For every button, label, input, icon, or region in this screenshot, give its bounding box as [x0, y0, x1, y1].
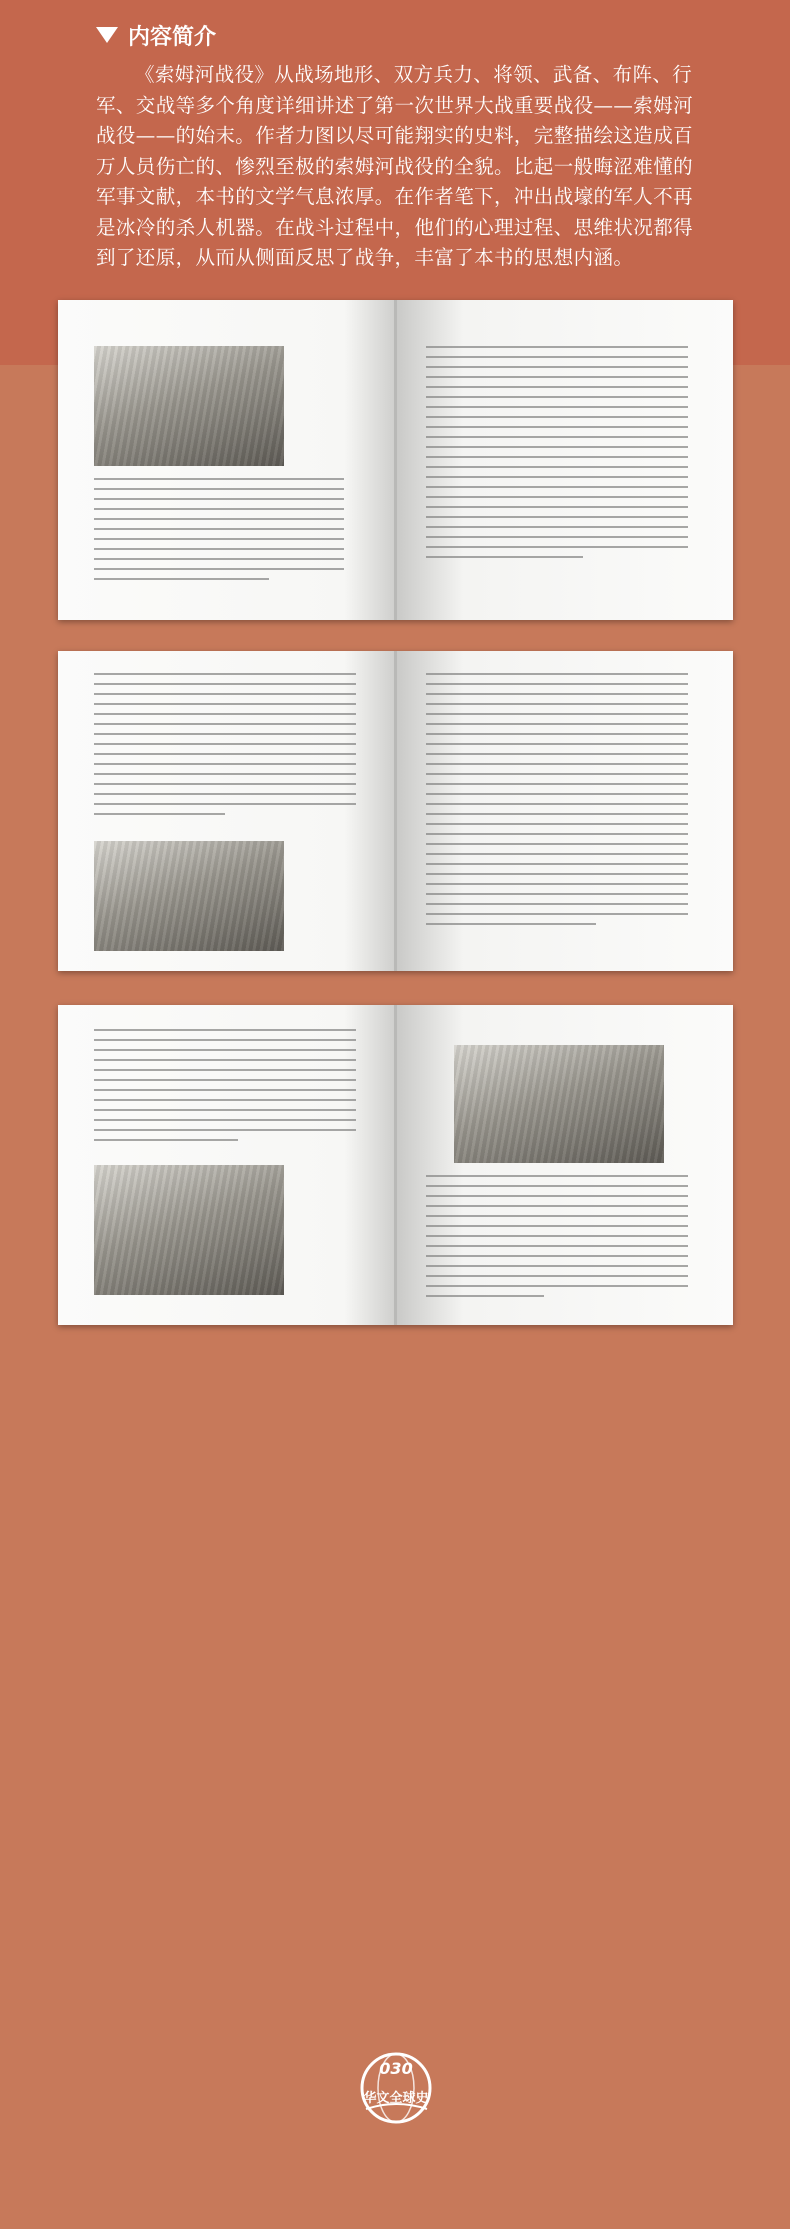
intro-text: 《索姆河战役》从战场地形、双方兵力、将领、武备、布阵、行军、交战等多个角度详细讲述了第一次世界大战重要战役——索姆河战役——的始末。作者力图以尽可能翔实的史料，完整描绘这造成百万人员伤亡的、惨烈至极的索姆河战役的全貌。比起一般晦涩难懂的军事文献，本书的文学气息浓厚。在作者笔下，冲出战壕的军人不再是冰冷的杀人机器。在战斗过程中，他们的心理过程、思维状况都得到了还原，从而从侧面反思了战争，丰富了本书的思想内涵。 [96, 63, 694, 269]
left-page [58, 300, 395, 620]
right-page [396, 1005, 733, 1325]
body-text-block [426, 1175, 688, 1305]
book-fold [394, 1005, 397, 1325]
book-fold [394, 300, 397, 620]
book-spread-1 [58, 300, 733, 620]
body-text-block [426, 673, 688, 933]
left-page [58, 1005, 395, 1325]
book-spread-2 [58, 651, 733, 971]
right-page [396, 300, 733, 620]
logo-number: 030 [379, 2059, 413, 2078]
body-text-block [94, 478, 344, 588]
body-text-block [94, 673, 356, 823]
logo-name: 华文全球史 [363, 2091, 429, 2106]
intro-heading [96, 20, 216, 50]
trench-photo [94, 841, 284, 951]
publisher-logo [357, 2047, 435, 2129]
right-page [396, 651, 733, 971]
body-text-block [94, 1029, 356, 1149]
book-fold [394, 651, 397, 971]
triangle-down-icon [96, 27, 118, 43]
soldiers-photo [94, 1165, 284, 1295]
left-page [58, 651, 395, 971]
intro-title: 内容简介 [128, 24, 217, 50]
artillery-photo [94, 346, 284, 466]
book-spread-3 [58, 1005, 733, 1325]
body-text-block [426, 346, 688, 566]
battlefield-photo [454, 1045, 664, 1163]
